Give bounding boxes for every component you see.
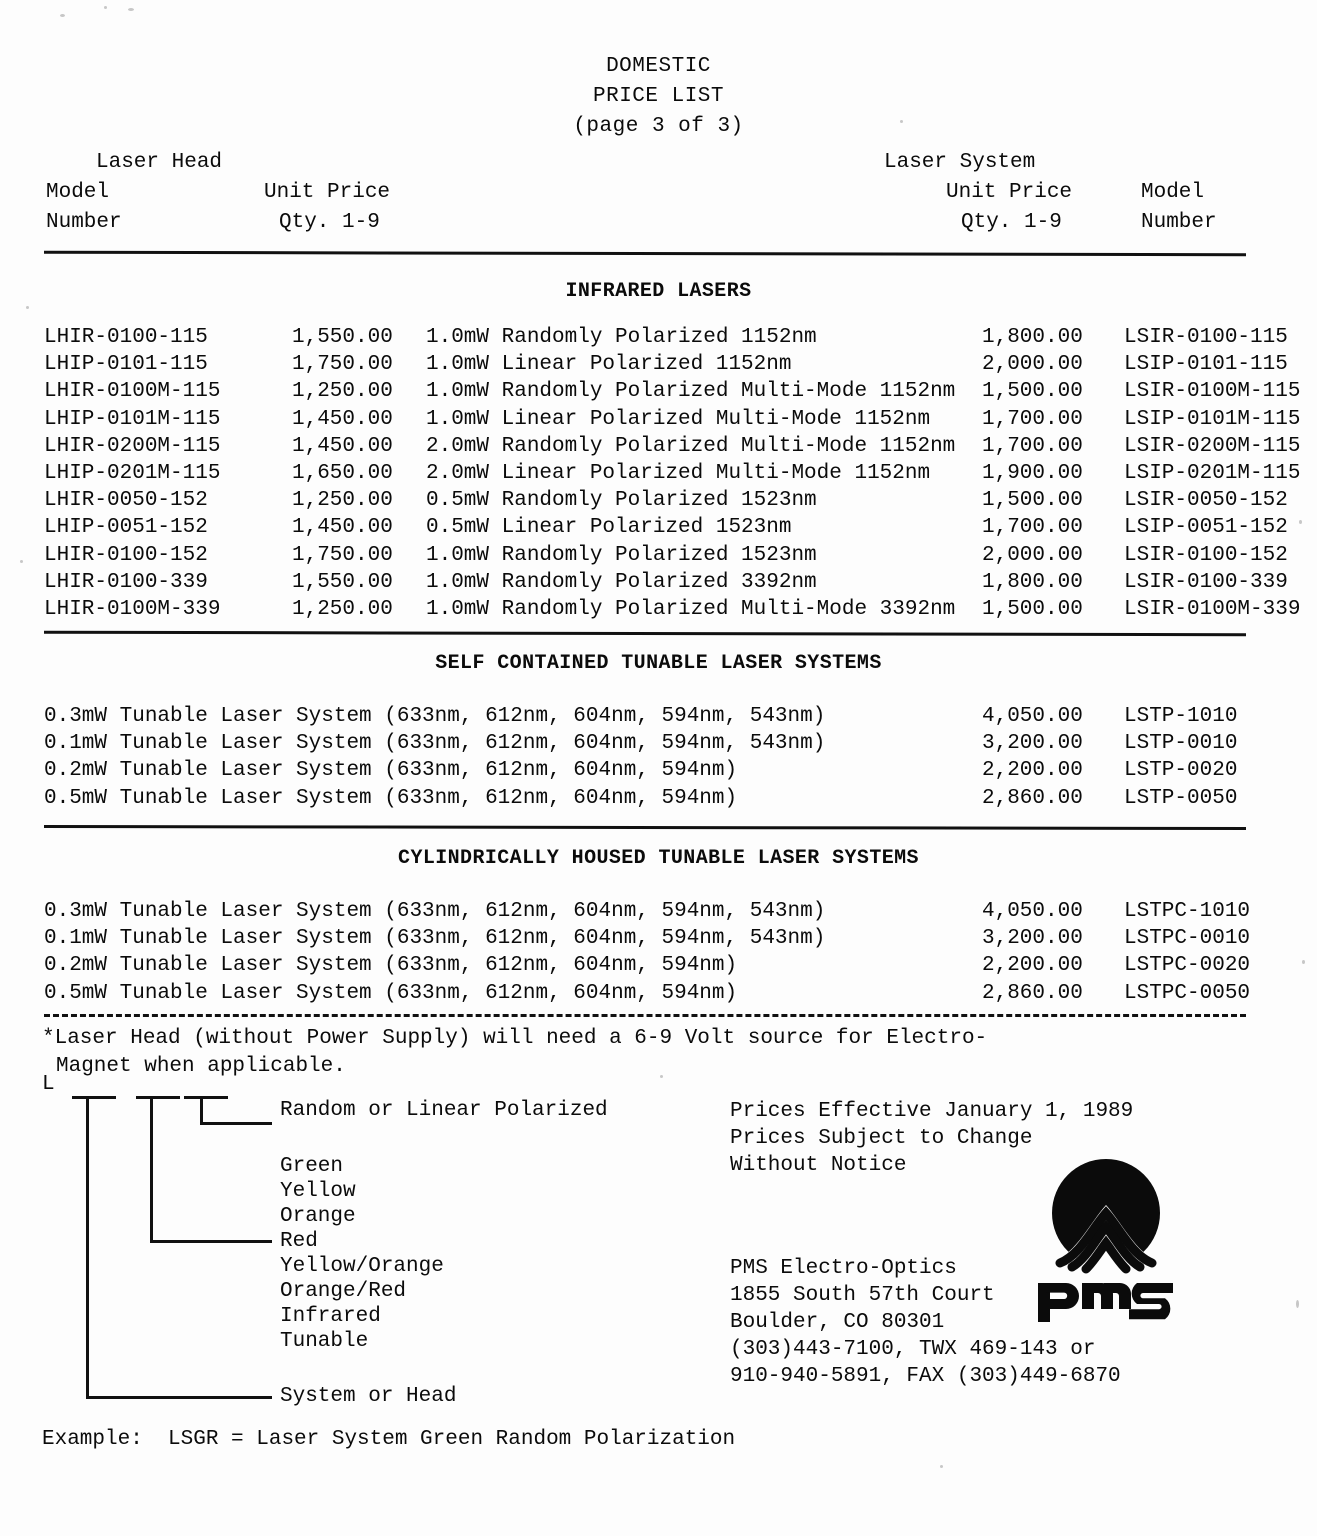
system-model-number: LSTP-1010 (1124, 705, 1238, 728)
system-unit-price: 1,800.00 (982, 570, 1083, 594)
product-description: 0.2mW Tunable Laser System (633nm, 612nm, 604nm, 594nm) (44, 954, 738, 978)
head-model-number: LHIP-0101-115 (44, 353, 208, 377)
product-description: 0.5mW Randomly Polarized 1523nm (426, 489, 817, 513)
nomenclature-color-item: Orange/Red (280, 1280, 407, 1303)
horizontal-rule-middle (44, 631, 1246, 637)
bracket-outer-bottom-lead (86, 1396, 272, 1399)
nomenclature-color-item: Orange (280, 1205, 356, 1228)
system-unit-price: 1,500.00 (982, 597, 1083, 621)
nomenclature-color-item: Yellow (280, 1180, 356, 1203)
product-description: 0.1mW Tunable Laser System (633nm, 612nm, 604nm, 594nm, 543nm) (44, 732, 826, 756)
footnote-line-1: *Laser Head (without Power Supply) will need a 6-9 Volt source for Electro- (42, 1027, 988, 1050)
title-line-domestic: DOMESTIC (606, 55, 711, 78)
nomenclature-color-item: Infrared (280, 1305, 381, 1328)
company-city-zip: Boulder, CO 80301 (730, 1311, 945, 1334)
head-model-number: LHIP-0201M-115 (44, 461, 221, 485)
header-system-model-line1: Model (1141, 181, 1205, 204)
system-model-number: LSIP-0051-152 (1124, 516, 1288, 540)
bracket-middle-vertical (150, 1096, 153, 1242)
header-system-price-line1: Unit Price (946, 181, 1073, 204)
company-fax: 910-940-5891, FAX (303)449-6870 (730, 1365, 1121, 1388)
head-unit-price: 1,250.00 (292, 597, 393, 621)
product-description: 1.0mW Randomly Polarized 1152nm (426, 326, 817, 349)
system-unit-price: 3,200.00 (982, 732, 1083, 756)
head-model-number: LHIP-0101M-115 (44, 407, 221, 431)
scan-speckle (60, 14, 65, 17)
head-unit-price: 1,450.00 (292, 516, 393, 540)
head-unit-price: 1,450.00 (292, 434, 393, 458)
nomenclature-example: Example: LSGR = Laser System Green Random Polarization (42, 1428, 736, 1451)
bracket-outer-vertical (86, 1096, 89, 1399)
system-unit-price: 1,700.00 (982, 516, 1083, 540)
product-description: 0.1mW Tunable Laser System (633nm, 612nm, 604nm, 594nm, 543nm) (44, 927, 826, 951)
head-model-number: LHIR-0200M-115 (44, 434, 221, 458)
system-model-number: LSTPC-0010 (1124, 927, 1251, 951)
head-unit-price: 1,450.00 (292, 407, 393, 431)
system-unit-price: 1,800.00 (982, 326, 1083, 349)
title-line-price-list: PRICE LIST (592, 85, 725, 108)
nomenclature-color-item: Green (280, 1155, 344, 1178)
product-description: 2.0mW Randomly Polarized Multi-Mode 1152nm (426, 434, 956, 458)
bracket-inner-top-tick (184, 1096, 228, 1099)
system-model-number: LSTPC-0050 (1124, 981, 1251, 1005)
head-unit-price: 1,750.00 (292, 543, 393, 567)
title-line-page-number: (page 3 of 3) (573, 115, 744, 138)
header-head-price-line1: Unit Price (264, 181, 391, 204)
system-unit-price: 1,900.00 (982, 461, 1083, 485)
head-unit-price: 1,550.00 (292, 570, 393, 594)
page-title (0, 52, 1317, 142)
system-model-number: LSIP-0201M-115 (1124, 461, 1301, 485)
system-model-number: LSTP-0050 (1124, 786, 1238, 810)
scan-speckle (104, 6, 107, 9)
price-notice-line-1: Prices Effective January 1, 1989 (730, 1100, 1134, 1123)
scan-speckle (26, 306, 29, 309)
price-notice-line-2: Prices Subject to Change (730, 1127, 1033, 1150)
system-model-number: LSIR-0100M-115 (1124, 380, 1301, 404)
product-description: 2.0mW Linear Polarized Multi-Mode 1152nm (426, 461, 931, 485)
head-unit-price: 1,550.00 (292, 326, 393, 349)
system-unit-price: 2,200.00 (982, 759, 1083, 783)
product-description: 0.5mW Tunable Laser System (633nm, 612nm, 604nm, 594nm) (44, 981, 738, 1005)
system-model-number: LSIP-0101-115 (1124, 353, 1288, 377)
product-description: 0.5mW Tunable Laser System (633nm, 612nm, 604nm, 594nm) (44, 786, 738, 810)
system-unit-price: 2,860.00 (982, 786, 1083, 810)
head-model-number: LHIP-0051-152 (44, 516, 208, 540)
system-model-number: LSIP-0101M-115 (1124, 407, 1301, 431)
system-unit-price: 2,200.00 (982, 954, 1083, 978)
bracket-outer-top-tick (72, 1096, 116, 1099)
pms-circle-mark (1052, 1159, 1160, 1269)
system-unit-price: 2,000.00 (982, 353, 1083, 377)
head-model-number: LHIR-0100M-339 (44, 597, 221, 621)
bracket-middle-bottom-lead (150, 1240, 272, 1243)
system-unit-price: 1,500.00 (982, 489, 1083, 513)
scan-speckle (128, 8, 134, 11)
head-unit-price: 1,250.00 (292, 380, 393, 404)
system-model-number: LSIR-0100M-339 (1124, 597, 1301, 621)
header-head-price-line2: Qty. 1-9 (279, 211, 380, 234)
system-model-number: LSTPC-0020 (1124, 954, 1251, 978)
header-head-model-line2: Number (46, 211, 122, 234)
product-description: 0.3mW Tunable Laser System (633nm, 612nm, 604nm, 594nm, 543nm) (44, 705, 826, 728)
dashed-divider (44, 1014, 1246, 1017)
nomenclature-color-list (280, 1154, 444, 1354)
system-model-number: LSIR-0050-152 (1124, 489, 1288, 513)
bracket-inner-vertical (200, 1096, 203, 1124)
system-unit-price: 4,050.00 (982, 900, 1083, 923)
nomenclature-color-item: Yellow/Orange (280, 1255, 444, 1278)
section-heading-self-contained: SELF CONTAINED TUNABLE LASER SYSTEMS (435, 652, 882, 675)
pms-wordmark (1038, 1283, 1173, 1322)
footnote-line-2: Magnet when applicable. (56, 1055, 346, 1078)
system-model-number: LSIR-0200M-115 (1124, 434, 1301, 458)
system-model-number: LSIR-0100-152 (1124, 543, 1288, 567)
product-description: 1.0mW Randomly Polarized Multi-Mode 3392nm (426, 597, 956, 621)
column-headers (0, 148, 1317, 244)
footnote (42, 1025, 1102, 1081)
head-model-number: LHIR-0100-115 (44, 326, 208, 349)
system-unit-price: 3,200.00 (982, 927, 1083, 951)
system-unit-price: 1,700.00 (982, 434, 1083, 458)
system-unit-price: 1,500.00 (982, 380, 1083, 404)
head-model-number: LHIR-0100-339 (44, 570, 208, 594)
company-phone: (303)443-7100, TWX 469-143 or (730, 1338, 1096, 1361)
head-model-number: LHIR-0100-152 (44, 543, 208, 567)
head-model-number: LHIR-0100M-115 (44, 380, 221, 404)
nomenclature-polarization-label: Random or Linear Polarized (280, 1099, 608, 1122)
nomenclature-color-item: Tunable (280, 1330, 369, 1353)
scan-speckle (20, 560, 23, 563)
header-head-model-line1: Model (46, 181, 110, 204)
product-description: 1.0mW Randomly Polarized 3392nm (426, 570, 817, 594)
nomenclature-color-item: Red (280, 1230, 318, 1253)
scan-speckle (1296, 1300, 1299, 1308)
section-heading-infrared: INFRARED LASERS (565, 280, 752, 303)
head-model-number: LHIR-0050-152 (44, 489, 208, 513)
nomenclature-prefix-letter: L (42, 1073, 55, 1096)
system-unit-price: 4,050.00 (982, 705, 1083, 728)
pms-logo (1032, 1157, 1187, 1322)
price-notice-line-3: Without Notice (730, 1154, 907, 1177)
head-unit-price: 1,750.00 (292, 353, 393, 377)
system-unit-price: 2,860.00 (982, 981, 1083, 1005)
system-model-number: LSTPC-1010 (1124, 900, 1251, 923)
product-description: 0.3mW Tunable Laser System (633nm, 612nm, 604nm, 594nm, 543nm) (44, 900, 826, 923)
product-description: 1.0mW Randomly Polarized Multi-Mode 1152nm (426, 380, 956, 404)
scan-speckle (940, 1465, 943, 1468)
head-unit-price: 1,250.00 (292, 489, 393, 513)
scan-speckle (1299, 520, 1302, 524)
head-unit-price: 1,650.00 (292, 461, 393, 485)
system-model-number: LSIR-0100-339 (1124, 570, 1288, 594)
scan-speckle (1302, 960, 1305, 964)
header-system-price-line2: Qty. 1-9 (961, 211, 1062, 234)
header-laser-system-group: Laser System (884, 151, 1036, 174)
nomenclature-diagram (42, 1073, 702, 1408)
header-system-model-line2: Number (1141, 211, 1217, 234)
header-laser-head-group: Laser Head (96, 151, 223, 174)
product-description: 1.0mW Linear Polarized Multi-Mode 1152nm (426, 407, 931, 431)
section-heading-cylindrically-housed: CYLINDRICALLY HOUSED TUNABLE LASER SYSTEMS (398, 847, 919, 870)
horizontal-rule-lower (44, 825, 1246, 830)
system-model-number: LSTP-0010 (1124, 732, 1238, 756)
system-unit-price: 2,000.00 (982, 543, 1083, 567)
bracket-inner-bottom-lead (200, 1122, 272, 1125)
product-description: 0.2mW Tunable Laser System (633nm, 612nm, 604nm, 594nm) (44, 759, 738, 783)
product-description: 1.0mW Randomly Polarized 1523nm (426, 543, 817, 567)
system-model-number: LSTP-0020 (1124, 759, 1238, 783)
bracket-middle-top-tick (136, 1096, 180, 1099)
system-unit-price: 1,700.00 (982, 407, 1083, 431)
system-model-number: LSIR-0100-115 (1124, 326, 1288, 349)
company-name: PMS Electro-Optics (730, 1257, 957, 1280)
product-description: 0.5mW Linear Polarized 1523nm (426, 516, 792, 540)
nomenclature-system-or-head-label: System or Head (280, 1385, 457, 1408)
product-description: 1.0mW Linear Polarized 1152nm (426, 353, 792, 377)
company-street: 1855 South 57th Court (730, 1284, 995, 1307)
horizontal-rule-top (44, 251, 1246, 257)
